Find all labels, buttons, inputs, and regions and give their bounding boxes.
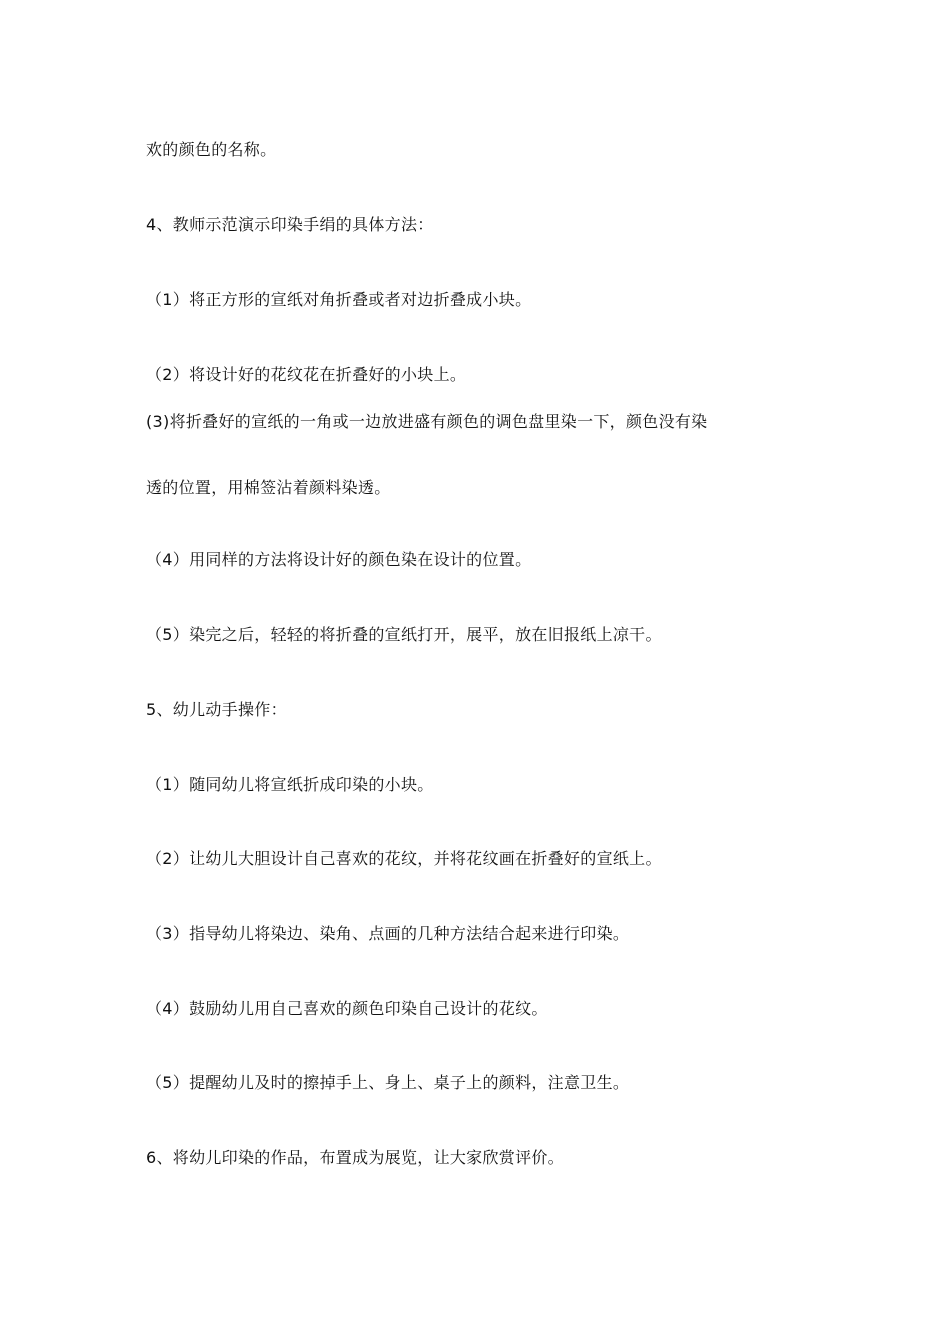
section-6-heading: 6、将幼儿印染的作品，布置成为展览，让大家欣赏评价。 <box>146 1148 564 1167</box>
step-5-4: （4）鼓励幼儿用自己喜欢的颜色印染自己设计的花纹。 <box>146 999 548 1018</box>
section-5-heading: 5、幼儿动手操作： <box>146 700 287 719</box>
step-5-1: （1）随同幼儿将宣纸折成印染的小块。 <box>146 775 434 794</box>
step-4-1: （1）将正方形的宣纸对角折叠或者对边折叠成小块。 <box>146 290 532 309</box>
text-line-1: 欢的颜色的名称。 <box>146 140 277 159</box>
step-4-4: （4）用同样的方法将设计好的颜色染在设计的位置。 <box>146 550 532 569</box>
section-4-heading: 4、教师示范演示印染手绢的具体方法： <box>146 215 434 234</box>
step-4-3-continued: 透的位置，用棉签沾着颜料染透。 <box>146 478 391 497</box>
step-4-5: （5）染完之后，轻轻的将折叠的宣纸打开，展平，放在旧报纸上凉干。 <box>146 625 662 644</box>
step-5-3: （3）指导幼儿将染边、染角、点画的几种方法结合起来进行印染。 <box>146 924 630 943</box>
step-5-5: （5）提醒幼儿及时的擦掉手上、身上、桌子上的颜料，注意卫生。 <box>146 1073 630 1092</box>
step-4-2: （2）将设计好的花纹花在折叠好的小块上。 <box>146 365 467 384</box>
step-5-2: （2）让幼儿大胆设计自己喜欢的花纹，并将花纹画在折叠好的宣纸上。 <box>146 849 662 868</box>
step-4-3: (3)将折叠好的宣纸的一角或一边放进盛有颜色的调色盘里染一下，颜色没有染 <box>146 412 708 431</box>
